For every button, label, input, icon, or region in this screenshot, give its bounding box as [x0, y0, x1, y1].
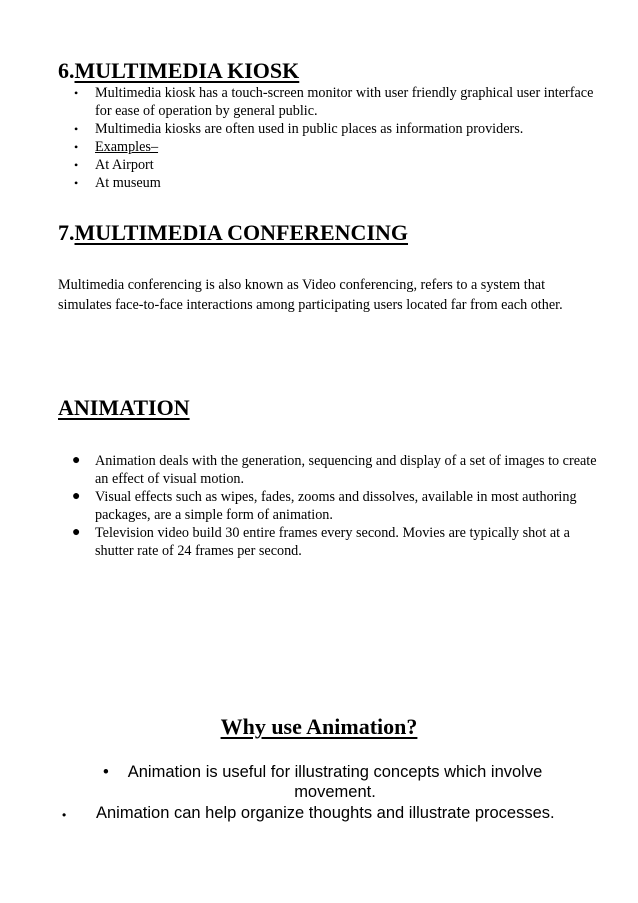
list-item-text: Multimedia kiosks are often used in public places as information providers.: [95, 121, 524, 137]
list-item-text: Animation can help organize thoughts and illustrate processes.: [96, 804, 555, 822]
section-6-title: MULTIMEDIA KIOSK: [74, 58, 300, 83]
list-item: [58, 138, 598, 156]
bullet-icon: •: [74, 86, 79, 100]
list-item-text: Animation is useful for illustrating concepts which involve movement.: [127, 763, 543, 801]
why-bullet-1: [100, 762, 570, 802]
bullet-icon: •: [74, 140, 79, 154]
section-7-heading: [58, 220, 408, 246]
kiosk-bullet-list: [58, 84, 598, 192]
conferencing-paragraph: Multimedia conferencing is also known as Video conferencing, refers to a system that simulates face-to-face interactions among participating users located far from each other.: [58, 277, 563, 313]
examples-link[interactable]: Examples–: [95, 139, 159, 155]
list-item: [58, 84, 598, 120]
bullet-icon: •: [74, 176, 79, 190]
list-item: [58, 156, 598, 174]
section-6-heading: [58, 58, 299, 84]
why-animation-heading: [0, 714, 638, 740]
bullet-icon: •: [62, 808, 67, 822]
list-item-text: Visual effects such as wipes, fades, zooms and dissolves, available in most authoring packages, are a simple form of animation.: [95, 489, 577, 523]
bullet-icon: ●: [72, 489, 81, 504]
list-item: [58, 452, 598, 488]
section-6-number: 6.: [58, 58, 75, 83]
list-item: [58, 174, 598, 192]
animation-title: ANIMATION: [58, 395, 190, 420]
bullet-icon: ●: [72, 453, 81, 468]
bullet-icon: ●: [72, 525, 81, 540]
section-7-title: MULTIMEDIA CONFERENCING: [74, 220, 409, 245]
bullet-icon: •: [74, 158, 79, 172]
animation-bullet-list: [58, 452, 598, 560]
section-7-number: 7.: [58, 220, 75, 245]
list-item-text: Multimedia kiosk has a touch-screen monitor with user friendly graphical user interface for ease of operation by general public.: [95, 85, 594, 119]
animation-heading: [58, 395, 190, 421]
why-animation-title: Why use Animation?: [220, 714, 418, 739]
list-item-text: Television video build 30 entire frames every second. Movies are typically shot at a shutter rate of 24 frames per second.: [95, 525, 570, 559]
list-item: [58, 524, 598, 560]
bullet-icon: •: [74, 122, 79, 136]
list-item-text: At Airport: [95, 157, 154, 173]
list-item: [58, 120, 598, 138]
list-item: [58, 488, 598, 524]
list-item-text: At museum: [95, 175, 161, 191]
list-item-text: Animation deals with the generation, sequencing and display of a set of images to create an effect of visual motion.: [95, 453, 597, 487]
bullet-icon: •: [103, 763, 109, 781]
